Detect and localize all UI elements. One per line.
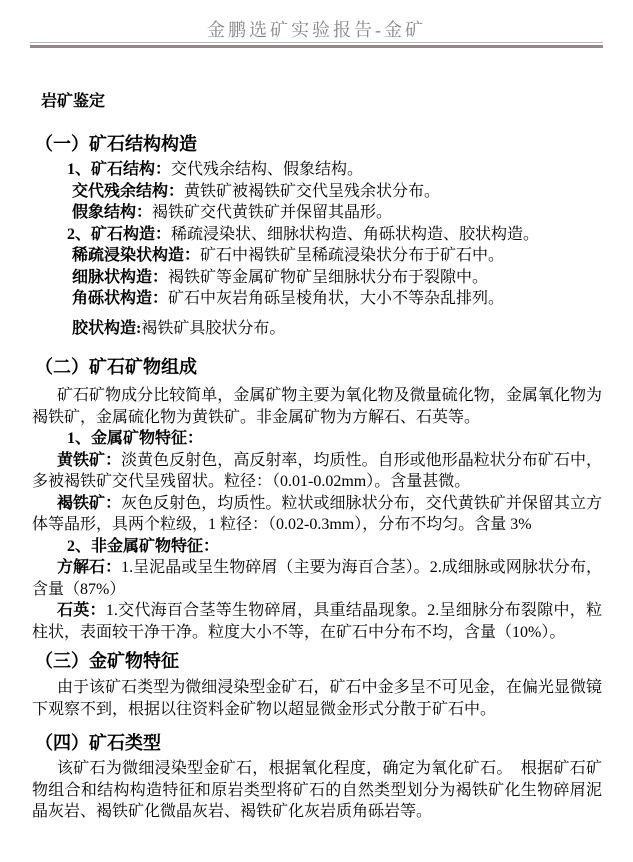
- calcite-label: 方解石：: [57, 559, 122, 576]
- ore-structure-line: [67, 224, 602, 246]
- gold-mineral-paragraph: 由于该矿石类型为微细浸染型金矿石，矿石中金多呈不可见金，在偏光显微镜下观察不到，根据以往资料金矿物以超显微金形式分散于矿石中。: [32, 679, 602, 718]
- colloidal-line: [72, 318, 602, 340]
- limonite-label: 褐铁矿：: [57, 494, 122, 512]
- ore-type-paragraph: 该矿石为微细浸染型金矿石，根据氧化程度，确定为氧化矿石。 根据矿石矿物组合和结构构造特征和原岩类型将矿石的自然类型划分为褐铁矿化生物碎屑泥晶灰岩、褐铁矿化微晶灰岩、褐铁矿化灰岩质角砾岩等。: [32, 760, 602, 820]
- pseudomorph-label: 假象结构：: [72, 204, 153, 221]
- breccia-text: 矿石中灰岩角砾呈棱角状，大小不等杂乱排列。: [168, 290, 505, 307]
- ore-structure-label: 2、矿石构造：: [67, 225, 172, 243]
- quartz-text: 1.交代海百合茎等生物碎屑，具重结晶现象。2.呈细脉分布裂隙中，粒柱状，表面较干净干净。粒度大小不等，在矿石中分布不均，含量（10%）。: [32, 602, 602, 641]
- quartz-paragraph: [32, 600, 602, 643]
- doc-title: 岩矿鉴定: [41, 93, 106, 110]
- report-header-title: 金鹏选矿实验报告-金矿: [207, 20, 426, 40]
- replacement-relict-label: 交代残余结构：: [72, 182, 185, 200]
- pseudomorph-text: 褐铁矿交代黄铁矿并保留其晶形。: [152, 204, 393, 221]
- header-double-rule: [30, 42, 603, 48]
- veinlet-text: 褐铁矿等金属矿物矿呈细脉状分布于裂隙中。: [168, 268, 489, 286]
- limonite-text: 灰色反射色，均质性。粒状或细脉状分布，交代黄铁矿并保留其立方体等晶形，具两个粒级，1 粒径：（0.02-0.3mm），分布不均匀。含量 3%: [32, 494, 602, 533]
- metal-minerals-subheading: 1、金属矿物特征：: [67, 430, 204, 447]
- breccia-line: [72, 288, 602, 310]
- calcite-paragraph: [32, 557, 602, 600]
- disseminated-line: [72, 245, 602, 267]
- colloidal-label: 胶状构造:: [72, 319, 142, 337]
- section4-heading: （四）矿石类型: [35, 733, 161, 753]
- pseudomorph-line: [72, 202, 602, 224]
- nonmetal-minerals-subheading: 2、非金属矿物特征：: [67, 537, 220, 555]
- breccia-label: 角砾状构造：: [72, 290, 169, 307]
- section3-heading: （三）金矿物特征: [35, 651, 179, 671]
- limonite-paragraph: [32, 493, 602, 536]
- quartz-label: 石英：: [57, 602, 106, 619]
- veinlet-label: 细脉状构造：: [72, 268, 169, 286]
- replacement-relict-line: [72, 181, 602, 203]
- section2-heading: （二）矿石矿物组成: [35, 357, 197, 377]
- colloidal-text: 褐铁矿具胶状分布。: [141, 319, 286, 337]
- document-content: [0, 91, 633, 823]
- veinlet-line: [72, 267, 602, 289]
- page-header: [0, 0, 633, 48]
- ore-texture-label: 1、矿石结构：: [67, 161, 172, 178]
- section1-heading: （一）矿石结构构造: [35, 134, 197, 154]
- ore-structure-text: 稀疏浸染状、细脉状构造、角砾状构造、胶状构造。: [171, 225, 540, 243]
- disseminated-text: 矿石中褐铁矿呈稀疏浸染状分布于矿石中。: [200, 247, 505, 264]
- ore-texture-line: [67, 159, 602, 181]
- pyrite-label: 黄铁矿：: [57, 451, 122, 469]
- replacement-relict-text: 黄铁矿被褐铁矿交代呈残余状分布。: [184, 182, 441, 200]
- composition-intro-paragraph: 矿石矿物成分比较简单，金属矿物主要为氧化物及微量硫化物，金属氧化物为褐铁矿，金属硫化物为黄铁矿。非金属矿物为方解石、石英等。: [32, 387, 602, 426]
- calcite-text: 1.呈泥晶或呈生物碎屑（主要为海百合茎）。2.成细脉或网脉状分布，含量（87%）: [32, 559, 602, 598]
- disseminated-label: 稀疏浸染状构造：: [72, 247, 201, 264]
- pyrite-paragraph: [32, 450, 602, 493]
- pyrite-text: 淡黄色反射色，高反射率，均质性。自形或他形晶粒状分布矿石中，多被褐铁矿交代呈残留状。粒径：（0.01-0.02mm）。含量甚微。: [32, 451, 602, 490]
- ore-texture-text: 交代残余结构、假象结构。: [171, 161, 364, 178]
